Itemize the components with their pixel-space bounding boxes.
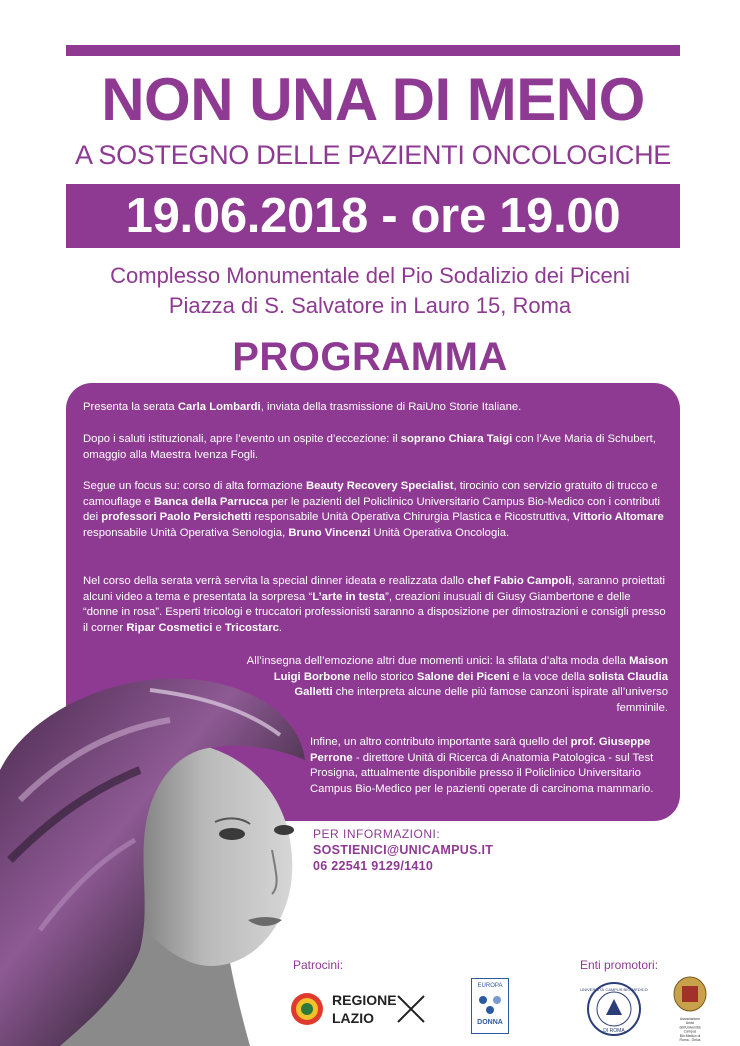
- text-run: e la voce della: [509, 670, 589, 683]
- text-run: All’insegna dell’emozione altri due momenti unici: la sfilata d’alta moda della: [246, 655, 630, 667]
- program-paragraph: [83, 432, 668, 463]
- bold-run: solista Claudia Galletti: [294, 670, 668, 699]
- text-run: responsabile Unità Operativa Senologia,: [83, 526, 289, 539]
- program-paragraph: [83, 400, 668, 416]
- text-run: e: [212, 621, 225, 634]
- bold-run: Bruno Vincenzi: [288, 526, 371, 539]
- text-run: nello storico: [350, 670, 417, 683]
- bold-run: Banca della Parrucca: [153, 495, 269, 508]
- campus-seal-text: UNIVERSITÀ CAMPUS BIO-MEDICO: [580, 987, 648, 992]
- event-title: NON UNA DI MENO: [101, 66, 645, 133]
- venue-name: Complesso Monumentale del Pio Sodalizio dei Piceni: [110, 263, 630, 288]
- contact-phone: 06 22541 9129/1410: [313, 859, 434, 873]
- contact-email[interactable]: SOSTIENICI@UNICAMPUS.IT: [313, 843, 494, 857]
- text-run: , tirocinio con servizio gratuito di trucco e camouflage e: [83, 480, 658, 508]
- bold-run: Ripar Cosmetici: [126, 621, 213, 634]
- text-run: con l’Ave Maria di Schubert, omaggio alla Maestra Ivenza Fogli.: [83, 433, 656, 461]
- text-run: Unità Operativa Oncologia.: [370, 526, 510, 539]
- text-run: ”, creazioni inusuali di Giusy Giambertone e delle “donne in rosa”. Esperti tricologi e truccatori professionisti saranno a disposizione per dimostrazioni e consigli presso il corner: [83, 590, 666, 634]
- bold-run: Maison Luigi Borbone: [273, 655, 668, 683]
- text-run: .: [278, 621, 283, 634]
- bold-run: Beauty Recovery Specialist: [305, 480, 454, 492]
- venue-address: Piazza di S. Salvatore in Lauro 15, Roma: [168, 293, 572, 318]
- program-paragraph: [310, 735, 668, 797]
- bold-run: chef Fabio Campoli: [467, 575, 572, 587]
- event-date: 19.06.2018 - ore 19.00: [125, 189, 621, 243]
- bold-run: professori Paolo Persichetti: [101, 511, 252, 524]
- patronage-label: Patrocini:: [293, 958, 344, 972]
- europa-donna-logo: [471, 978, 509, 1034]
- text-run: che interpreta alcune delle più famose canzoni ispirate all’universo femminile.: [332, 686, 668, 714]
- text-run: , inviata della trasmissione di RaiUno Storie Italiane.: [260, 401, 522, 413]
- text-run: responsabile Unità Operativa Chirurgia Plastica e Ricostruttiva,: [251, 511, 573, 524]
- bold-run: Salone dei Piceni: [416, 670, 510, 683]
- bold-run: Vittorio Altomare: [572, 511, 664, 524]
- text-run: Segue un focus su: corso di alta formazione: [83, 480, 306, 492]
- promoters-label: Enti promotori:: [580, 958, 659, 972]
- event-subtitle: A SOSTEGNO DELLE PAZIENTI ONCOLOGICHE: [74, 140, 672, 170]
- text-run: Dopo i saluti istituzionali, apre l’evento un ospite d’eccezione: il: [83, 433, 401, 445]
- bold-run: prof. Giuseppe Perrone: [310, 736, 651, 764]
- text-run: per le pazienti del Policlinico Universitario Campus Bio-Medico con i contributi dei: [83, 495, 661, 524]
- bold-run: Carla Lombardi: [177, 401, 261, 413]
- text-run: Presenta la serata: [83, 401, 178, 413]
- regione-lazio-line2: LAZIO: [332, 1010, 374, 1026]
- europa-donna-bottom: DONNA: [477, 1019, 503, 1026]
- top-accent-bar: [66, 45, 680, 56]
- regione-lazio-logo: [290, 988, 430, 1030]
- bold-run: L’arte in testa: [312, 590, 386, 603]
- assoc-text: Associazione Amici dell'Università Campus Bio-Medico di Roma - Onlus: [679, 1017, 701, 1042]
- text-run: - direttore Unità di Ricerca di Anatomia Patologica - sul Test Prosigna, attualmente disponibile presso il Policlinico Universitario Campus Bio-Medico per le pazienti operate di carcinoma mammario.: [310, 751, 654, 795]
- campus-seal-bottom: DI ROMA: [603, 1028, 625, 1034]
- woman-portrait-image: [0, 650, 320, 1046]
- contact-label: PER INFORMAZIONI:: [313, 827, 441, 841]
- regione-lazio-line1: REGIONE: [332, 992, 397, 1008]
- bold-run: soprano Chiara Taigi: [400, 433, 513, 445]
- bold-run: Tricostarc: [224, 621, 279, 634]
- europa-donna-top: EUROPA: [477, 983, 503, 989]
- campus-bio-medico-seal: [580, 981, 648, 1037]
- associazione-amici-logo: [668, 976, 712, 1040]
- text-run: Infine, un altro contributo importante sarà quello del: [310, 736, 571, 748]
- text-run: , saranno proiettati alcuni video a tema e presentata la sorpresa “: [83, 575, 666, 603]
- program-paragraph: [83, 574, 668, 636]
- text-run: Nel corso della serata verrà servita la special dinner ideata e realizzata dallo: [83, 575, 468, 587]
- program-paragraph: [83, 479, 668, 541]
- program-heading: PROGRAMMA: [232, 335, 508, 379]
